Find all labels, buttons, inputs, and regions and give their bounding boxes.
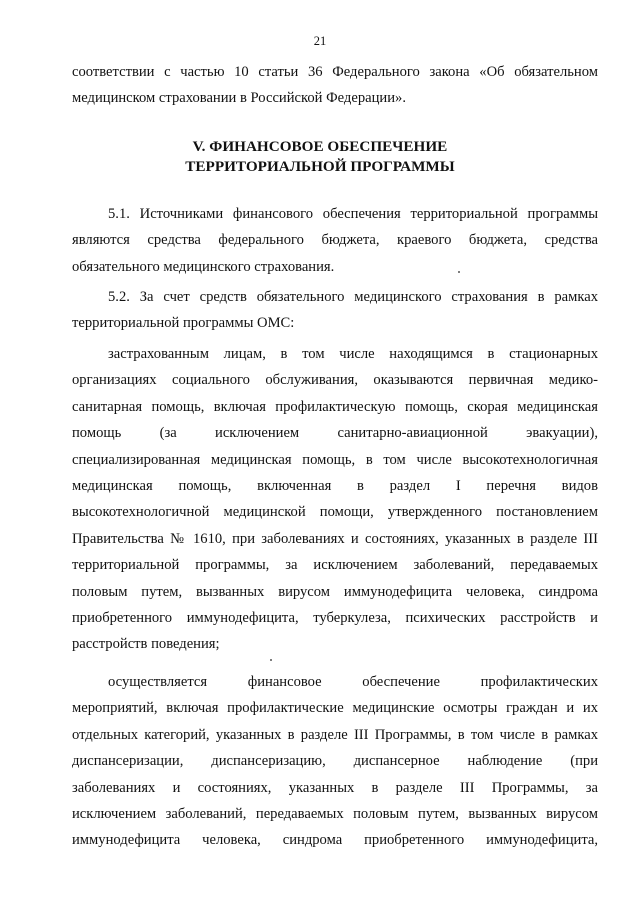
scan-speck: [270, 659, 272, 661]
scan-speck: [458, 271, 460, 273]
text-line: медицинском страховании в Российской Федерации».: [72, 90, 406, 107]
text-line: организациях социального обслуживания, оказываются первичная медико-: [72, 372, 598, 389]
text-line: 5.1. Источниками финансового обеспечения территориальной программы: [108, 206, 598, 222]
text-line: мероприятий, включая профилактические медицинские осмотры граждан и их: [72, 700, 598, 717]
text-line: исключением заболеваний, передаваемых половым путем, вызванных вирусом: [72, 805, 598, 822]
text-line: приобретенного иммунодефицита, туберкулеза, психических расстройств и: [72, 609, 598, 626]
section-heading-line: V. ФИНАНСОВОЕ ОБЕСПЕЧЕНИЕ: [192, 138, 448, 155]
text-line: диспансеризации, диспансеризацию, диспансерное наблюдение (при: [72, 753, 598, 770]
paragraph-5-2: [72, 284, 598, 337]
text-line: помощь (за исключением санитарно-авиационной эвакуации),: [72, 425, 598, 442]
paragraph-funding: [72, 669, 598, 854]
text-line: обязательного медицинского страхования.: [72, 258, 335, 275]
text-line: иммунодефицита человека, синдрома приобретенного иммунодефицита,: [72, 832, 598, 849]
section-heading-line: ТЕРРИТОРИАЛЬНОЙ ПРОГРАММЫ: [185, 158, 455, 175]
text-line: медицинская помощь, включенная в раздел I перечня видов: [72, 477, 598, 494]
text-line: территориальной программы, за исключением заболеваний, передаваемых: [72, 557, 598, 574]
section-heading: [0, 137, 640, 177]
text-line: половым путем, вызванных вирусом иммунодефицита человека, синдрома: [72, 583, 598, 600]
text-line: заболеваниях и состояниях, указанных в разделе III Программы, за: [72, 779, 598, 796]
text-line: отдельных категорий, указанных в разделе III Программы, в том числе в рамках: [72, 726, 598, 743]
paragraph-5-1: [72, 201, 598, 280]
text-line: осуществляется финансовое обеспечение профилактических: [108, 674, 598, 690]
page-number: 21: [313, 34, 327, 48]
text-line: территориальной программы ОМС:: [72, 315, 295, 332]
text-line: расстройств поведения;: [72, 636, 220, 653]
intro-paragraph: [72, 59, 598, 112]
text-line: застрахованным лицам, в том числе находящимся в стационарных: [108, 346, 598, 362]
text-line: специализированная медицинская помощь, в том числе высокотехнологичная: [72, 451, 598, 468]
text-line: являются средства федерального бюджета, краевого бюджета, средства: [72, 232, 598, 249]
text-line: Правительства № 1610, при заболеваниях и состояниях, указанных в разделе III: [72, 530, 598, 547]
text-line: санитарная помощь, включая профилактическую помощь, скорая медицинская: [72, 398, 598, 415]
text-line: высокотехнологичной медицинской помощи, утвержденного постановлением: [72, 504, 598, 521]
text-line: 5.2. За счет средств обязательного медицинского страхования в рамках: [108, 289, 598, 305]
text-line: соответствии с частью 10 статьи 36 Федерального закона «Об обязательном: [72, 64, 598, 80]
paragraph-insured-persons: [72, 341, 598, 658]
